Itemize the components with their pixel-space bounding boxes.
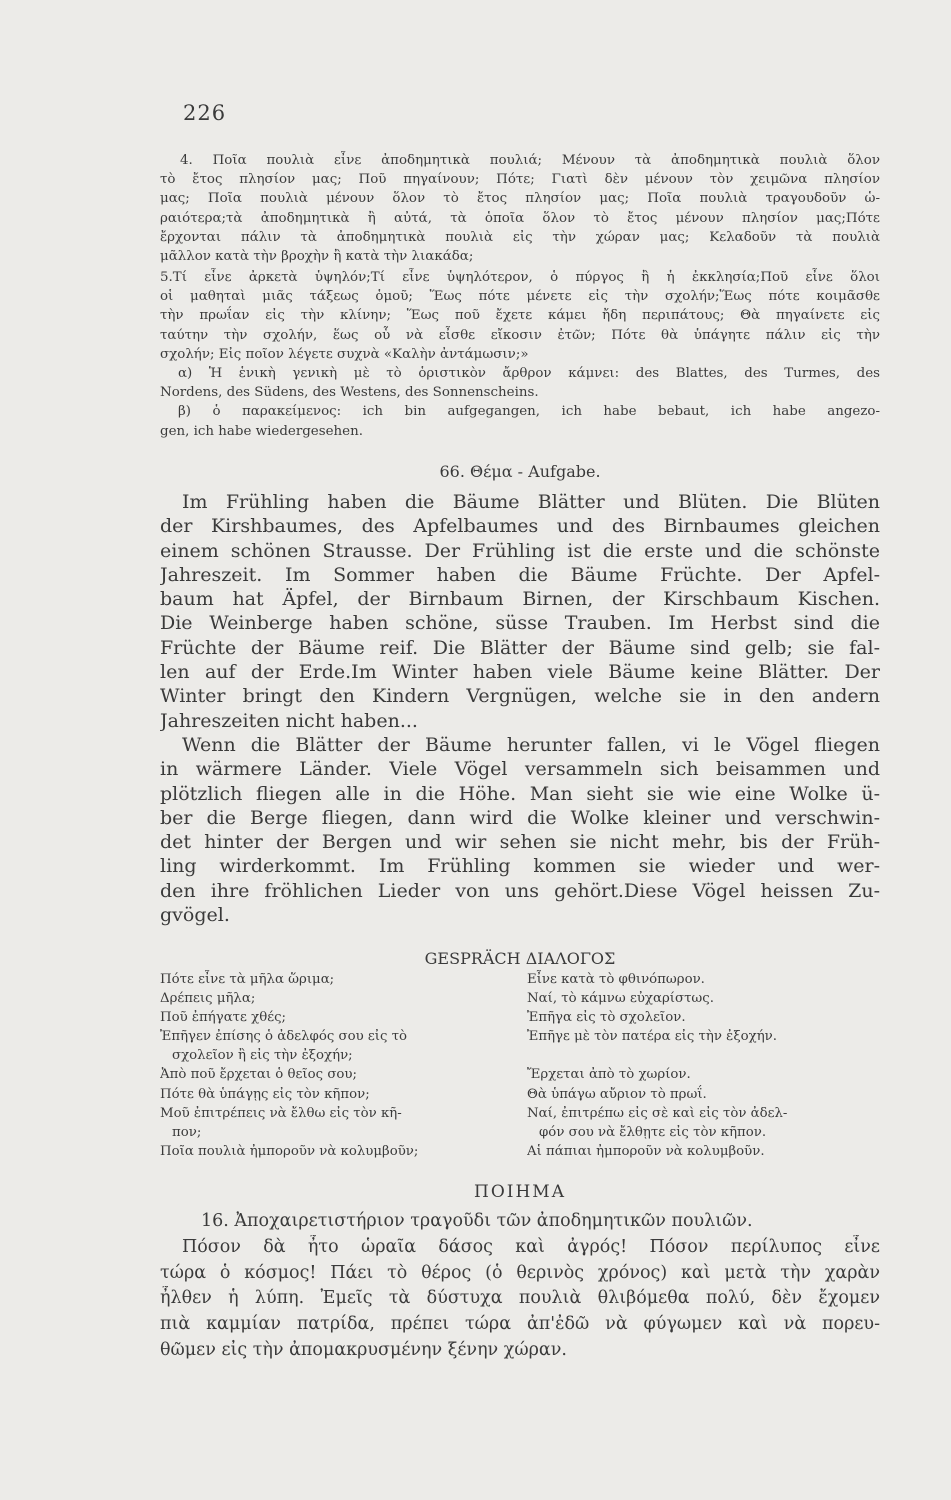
dialog-question: Δρέπεις μῆλα; [160, 991, 256, 1007]
text-line: Die Weinberge haben schöne, süsse Trauben. Im Herbst sind die [160, 612, 880, 635]
dialog-answer: Εἶνε κατὰ τὸ φθινόπωρον. [527, 972, 705, 987]
dialog-answer: Ἐπῆγε μὲ τὸν πατέρα εἰς τὴν ἐξοχήν. [527, 1029, 777, 1045]
text-line: in wärmere Länder. Viele Vögel versammeln sich beisammen und [160, 758, 880, 781]
dialog-questions [160, 970, 510, 1161]
text-line: 5.Τί εἶνε ἀρκετὰ ὑψηλόν;Τί εἶνε ὑψηλότερον, ὁ πύργος ἢ ἡ ἐκκλησία;Ποῦ εἶνε ὅλοι [160, 270, 880, 285]
dialog-answer [527, 1046, 887, 1065]
text-line: τώρα ὁ κόσμος! Πάει τὸ θέρος (ὁ θερινὸς χρόνος) καὶ μετὰ τὴν χαρὰν [160, 1262, 880, 1283]
poem-title-line: 16. Ἀποχαιρετιστήριον τραγοῦδι τῶν ἀποδημητικῶν πουλιῶν. [201, 1211, 753, 1231]
dialog-question: Ποῦ ἐπήγατε χθές; [160, 1010, 287, 1026]
text-line: ber die Berge fliegen, dann wird die Wolke kleiner und verschwin- [160, 806, 880, 829]
dialog-heading: GESPRÄCH ΔΙΑΛΟΓΟΣ [424, 949, 616, 968]
text-line: μας; Ποῖα πουλιὰ μένουν ὅλον τὸ ἔτος πλησίον μας; Ποῖα πουλιὰ τραγουδοῦν ὡ- [160, 191, 880, 207]
text-line: plötzlich fliegen alle in die Höhe. Man sieht sie wie eine Wolke ü- [160, 782, 880, 805]
text-line: den ihre fröhlichen Lieder von uns gehört.Diese Vögel heissen Zu- [160, 879, 880, 902]
exercise-5-questions [160, 268, 880, 441]
text-line: θῶμεν εἰς τὴν ἀπομακρυσμένην ξένην χώραν. [160, 1339, 567, 1360]
text-line: det hinter der Bergen und wir sehen sie nicht mehr, bis der Früh- [160, 831, 880, 854]
dialog-answer: Αἱ πάπιαι ἠμποροῦν νὰ κολυμβοῦν. [527, 1143, 765, 1159]
dialog-answers [527, 970, 887, 1161]
text-line: Jahreszeiten nicht haben... [160, 709, 418, 732]
text-line: Im Frühling haben die Bäume Blätter und Blüten. Die Blüten [182, 491, 880, 513]
dialog-answer: Ναί, ἐπιτρέπω εἰς σὲ καὶ εἰς τὸν ἀδελ- [527, 1105, 788, 1121]
text-line: Πόσον δὰ ἦτο ὡραῖα δάσος καὶ ἀγρός! Πόσον περίλυπος εἶνε [182, 1236, 880, 1257]
text-line: β) ὁ παρακείμενος: ich bin aufgegangen, ich habe bebaut, ich habe angezo- [178, 404, 880, 420]
text-line: ταύτην τὴν σχολήν, ἕως οὗ νὰ εἶσθε εἴκοσιν ἐτῶν; Πότε θὰ ὑπάγητε πάλιν εἰς τὴν [160, 327, 880, 343]
text-line: ling wirderkommt. Im Frühling kommen sie wieder und wer- [160, 855, 880, 878]
text-line: σχολήν; Εἰς ποῖον λέγετε συχνὰ «Καλὴν ἀντάμωσιν;» [160, 346, 529, 362]
dialog-answer: Ναί, τὸ κάμνω εὐχαρίστως. [527, 991, 714, 1007]
dialog-answer: Ἐπῆγα εἰς τὸ σχολεῖον. [527, 1010, 686, 1026]
text-line: len auf der Erde.Im Winter haben viele Bäume keine Blätter. Der [160, 661, 880, 684]
text-line: baum hat Äpfel, der Birnbaum Birnen, der Kirschbaum Kischen. [160, 588, 880, 611]
dialog-question: Ἐπῆγεν ἐπίσης ὁ ἀδελφός σου εἰς τὸ [160, 1029, 408, 1045]
text-line: Jahreszeit. Im Sommer haben die Bäume Früchte. Der Apfel- [160, 563, 880, 586]
text-line: Winter bringt den Kindern Vergnügen, welche sie in den andern [160, 685, 880, 708]
text-line: α) Ἡ ἑνικὴ γενικὴ μὲ τὸ ὁριστικὸν ἄρθρον κάμνει: des Blattes, des Turmes, des [178, 366, 880, 382]
text-line: 4. Ποῖα πουλιὰ εἶνε ἀποδημητικὰ πουλιά; Μένουν τὰ ἀποδημητικὰ πουλιὰ ὅλον [180, 153, 880, 168]
dialog-question: Μοῦ ἐπιτρέπεις νὰ ἔλθω εἰς τὸν κῆ- [160, 1105, 402, 1121]
exercise-4-questions [160, 151, 880, 266]
poem-text [160, 1209, 880, 1364]
dialog-question: πον; [172, 1124, 202, 1140]
text-line: πιὰ καμμίαν πατρίδα, πρέπει τώρα ἀπ'ἐδῶ νὰ φύγωμεν καὶ νὰ πορευ- [160, 1314, 880, 1335]
page-number: 226 [183, 101, 227, 125]
text-line: Wenn die Blätter der Bäume herunter fallen, vi le Vögel fliegen [182, 733, 880, 756]
text-line: Früchte der Bäume reif. Die Blätter der Bäume sind gelb; sie fal- [160, 636, 880, 659]
text-line: μᾶλλον κατὰ τὴν βροχὴν ἢ κατὰ τὴν λιακάδα; [160, 249, 474, 265]
dialog-question: Πότε θὰ ὑπάγῃς εἰς τὸν κῆπον; [160, 1086, 370, 1102]
text-line: ραιότερα;τὰ ἀποδημητικὰ ἢ αὐτά, τὰ ὁποῖα ὅλον τὸ ἔτος μένουν πλησίον μας;Πότε [160, 210, 880, 226]
text-line: τὴν πρωΐαν εἰς τὴν κλίνην; Ἕως ποῦ ἔχετε κάμει ἤδη περιπάτους; Θὰ πηγαίνετε εἰς [160, 308, 880, 324]
dialog-question: Ποῖα πουλιὰ ἠμποροῦν νὰ κολυμβοῦν; [160, 1143, 419, 1159]
text-line: τὸ ἔτος πλησίον μας; Ποῦ πηγαίνουν; Πότε; Γιατὶ δὲν μένουν τὸν χειμῶνα πλησίον [160, 172, 880, 188]
dialog-question: σχολεῖον ἢ εἰς τὴν ἐξοχήν; [172, 1048, 353, 1064]
text-line: οἱ μαθηταὶ μιᾶς τάξεως ὁμοῦ; Ἕως πότε μένετε εἰς τὴν σχολήν;Ἕως πότε κοιμᾶσθε [160, 289, 880, 305]
text-line: ἦλθεν ἡ λύπη. Ἐμεῖς τὰ δύστυχα πουλιὰ θλιβόμεθα πολύ, δὲν ἔχομεν [160, 1288, 880, 1309]
text-line: Nordens, des Südens, des Westens, des Sonnenscheins. [160, 385, 539, 401]
text-line: gvögel. [160, 904, 230, 927]
dialog-question: Ἀπὸ ποῦ ἔρχεται ὁ θεῖος σου; [160, 1067, 357, 1083]
dialog-answer: Θὰ ὑπάγω αὔριον τὸ πρωΐ. [527, 1086, 707, 1102]
german-text [160, 490, 880, 927]
text-line: ἔρχονται πάλιν τὰ ἀποδημητικὰ πουλιὰ εἰς τὴν χώραν μας; Κελαδοῦν τὰ πουλιὰ [160, 229, 880, 245]
poem-heading: ΠΟΙΗΜΑ [474, 1182, 566, 1202]
text-line: der Kirshbaumes, des Apfelbaumes und des Birnbaumes gleichen [160, 515, 880, 538]
text-line: gen, ich habe wiedergesehen. [160, 423, 363, 439]
dialog-answer: Ἔρχεται ἀπὸ τὸ χωρίον. [527, 1067, 691, 1083]
text-line: einem schönen Strausse. Der Frühling ist die erste und die schönste [160, 539, 880, 562]
section-66-heading: 66. Θέμα - Aufgabe. [439, 462, 601, 481]
dialog-question: Πότε εἶνε τὰ μῆλα ὥριμα; [160, 972, 335, 987]
dialog-answer: φόν σου νὰ ἔλθῃτε εἰς τὸν κῆπον. [539, 1124, 767, 1140]
